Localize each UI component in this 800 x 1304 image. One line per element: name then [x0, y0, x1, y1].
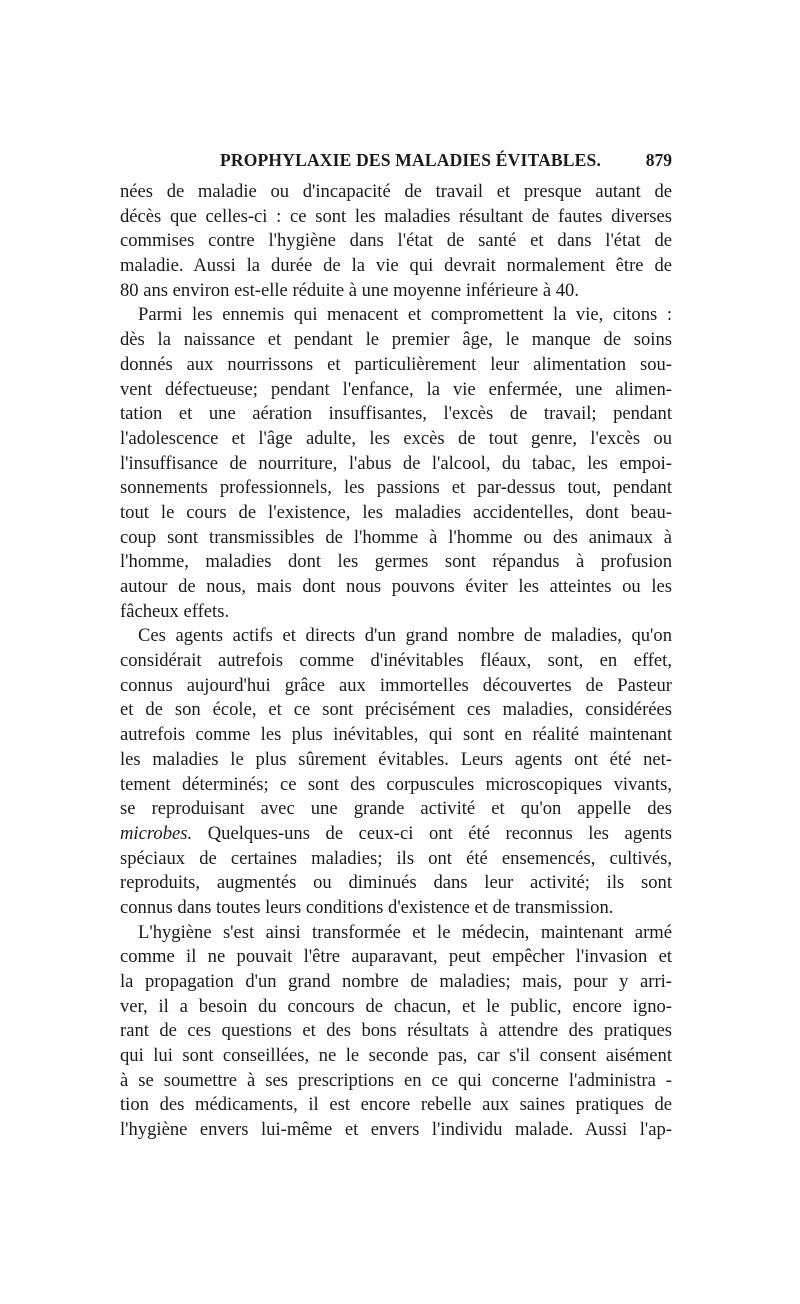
text-line-rest: Quelques-uns de ceux-ci ont été reconnus les agents [207, 822, 672, 844]
text-line: tion des médicaments, il est encore rebelle aux saines pratiques de [120, 1094, 672, 1116]
text-line: connus dans toutes leurs conditions d'existence et de transmission. [120, 896, 614, 918]
text-line-with-emphasis [120, 822, 672, 847]
text-line: tement déterminés; ce sont des corpuscules microscopiques vivants, [120, 773, 672, 795]
text-line: les maladies le plus sûrement évitables. Leurs agents ont été net- [120, 748, 672, 770]
text-line: rant de ces questions et des bons résultats à attendre des pratiques [120, 1020, 672, 1042]
text-line: Parmi les ennemis qui menacent et compromettent la vie, citons : [138, 304, 672, 326]
text-line: l'adolescence et l'âge adulte, les excès de tout genre, l'excès ou [120, 427, 672, 449]
text-line: décès que celles-ci : ce sont les maladies résultant de fautes diverses [120, 205, 672, 227]
running-title: PROPHYLAXIE DES MALADIES ÉVITABLES. [220, 150, 602, 170]
text-line: à se soumettre à ses prescriptions en ce qui concerne l'administra - [120, 1069, 672, 1091]
text-line: tout le cours de l'existence, les maladies accidentelles, dont beau- [120, 501, 672, 523]
text-line: l'insuffisance de nourriture, l'abus de l'alcool, du tabac, les empoi- [120, 452, 672, 474]
text-line: qui lui sont conseillées, ne le seconde pas, car s'il consent aisément [120, 1045, 672, 1067]
text-line: l'hygiène envers lui-même et envers l'individu malade. Aussi l'ap- [120, 1119, 672, 1141]
text-line: Ces agents actifs et directs d'un grand nombre de maladies, qu'on [138, 625, 672, 647]
text-line: fâcheux effets. [120, 600, 230, 622]
text-line: l'homme, maladies dont les germes sont répandus à profusion [120, 551, 672, 573]
text-line: L'hygiène s'est ainsi transformée et le médecin, maintenant armé [138, 921, 672, 943]
text-line: 80 ans environ est-elle réduite à une moyenne inférieure à 40. [120, 279, 579, 301]
text-line: reproduits, augmentés ou diminués dans leur activité; ils sont [120, 872, 672, 894]
text-line: autour de nous, mais dont nous pouvons éviter les atteintes ou les [120, 576, 672, 597]
text-line: se reproduisant avec une grande activité et qu'on appelle des [120, 798, 672, 820]
text-line: tation et une aération insuffisantes, l'excès de travail; pendant [120, 403, 672, 425]
text-line: coup sont transmissibles de l'homme à l'homme ou des animaux à [120, 526, 672, 548]
running-head [120, 150, 672, 174]
body-text [120, 180, 672, 1143]
text-line: considérait autrefois comme d'inévitables fléaux, sont, en effet, [120, 650, 672, 672]
text-line: dès la naissance et pendant le premier âge, le manque de soins [120, 329, 672, 351]
text-line: donnés aux nourrissons et particulièrement leur alimentation sou- [120, 353, 672, 375]
page-number: 879 [645, 150, 672, 170]
text-line: maladie. Aussi la durée de la vie qui devrait normalement être de [120, 255, 672, 277]
text-line: connus aujourd'hui grâce aux immortelles découvertes de Pasteur [120, 674, 672, 696]
text-line: la propagation d'un grand nombre de maladies; mais, pour y arri- [120, 971, 672, 992]
emphasis-microbes: microbes. [120, 822, 193, 844]
text-line: vent défectueuse; pendant l'enfance, la vie enfermée, une alimen- [120, 378, 672, 400]
text-line: commises contre l'hygiène dans l'état de santé et dans l'état de [120, 230, 672, 252]
text-line: comme il ne pouvait l'être auparavant, peut empêcher l'invasion et [120, 946, 672, 968]
text-line: ver, il a besoin du concours de chacun, et le public, encore igno- [120, 995, 672, 1017]
text-line: nées de maladie ou d'incapacité de travail et presque autant de [120, 181, 672, 202]
text-line: autrefois comme les plus inévitables, qui sont en réalité maintenant [120, 724, 672, 746]
text-line: et de son école, et ce sont précisément ces maladies, considérées [120, 699, 672, 721]
text-line: spéciaux de certaines maladies; ils ont été ensemencés, cultivés, [120, 847, 672, 869]
text-line: sonnements professionnels, les passions et par-dessus tout, pendant [120, 477, 672, 499]
